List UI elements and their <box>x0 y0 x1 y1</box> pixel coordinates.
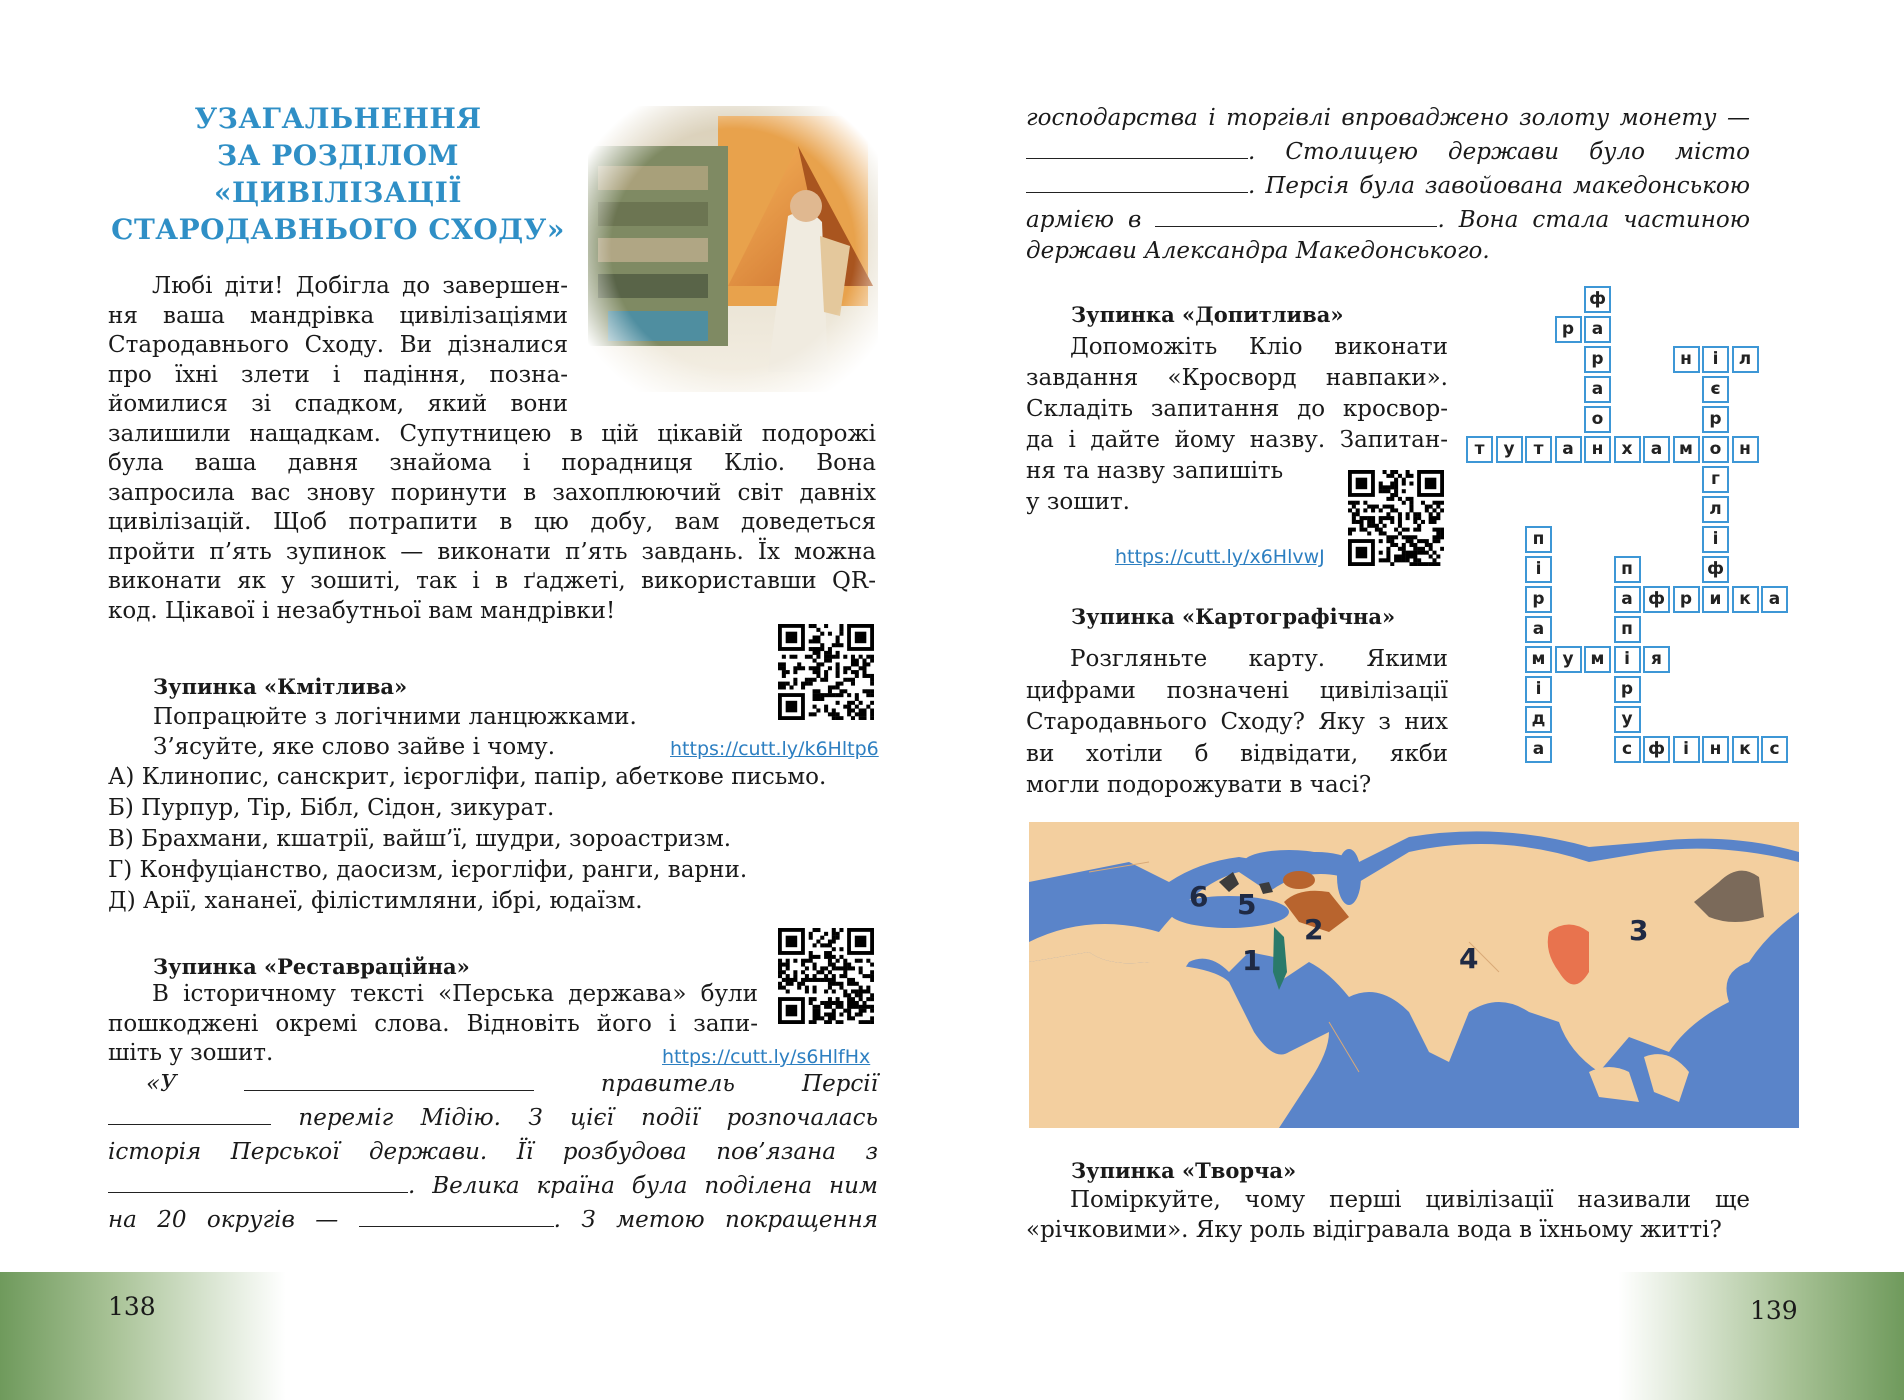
crossword-cell: а <box>1555 436 1582 463</box>
answer-blank[interactable] <box>108 1172 408 1193</box>
title-line: СТАРОДАВНЬОГО СХОДУ» <box>111 213 565 246</box>
continuation-line-5: держави Александра Македонського. <box>1026 238 1490 264</box>
kartohrafichna-line: Стародавнього Сходу? Яку з них <box>1026 709 1448 735</box>
crossword-cell: и <box>1702 586 1729 613</box>
crossword-cell: л <box>1702 496 1729 523</box>
stop-kartohrafichna-text <box>1026 644 1448 802</box>
intro-line <box>108 272 568 302</box>
continuation-word: . Столицею держави було місто <box>1248 139 1750 165</box>
crossword-cell: м <box>1673 436 1700 463</box>
restoration-text-line-3: історія Перської держави. Її розбудова пов’язана з <box>108 1139 878 1165</box>
qr-code-pattern <box>1348 470 1444 566</box>
crossword-cell: т <box>1525 436 1552 463</box>
crossword-cell: а <box>1643 436 1670 463</box>
intro-line: залишили нащадкам. Супутницею в цій цікавій подорожі <box>108 420 876 447</box>
crossword-cell: т <box>1466 436 1493 463</box>
page-number: 138 <box>108 1292 156 1321</box>
map-label-5: 5 <box>1237 888 1257 921</box>
crossword-cell: о <box>1702 436 1729 463</box>
stop-dopytlyva-heading: Зупинка «Допитлива» <box>1071 302 1344 327</box>
crossword-cell: м <box>1584 646 1611 673</box>
title-line: УЗАГАЛЬНЕННЯ <box>194 102 482 135</box>
crossword-cell: ф <box>1643 586 1670 613</box>
crossword-cell: р <box>1614 676 1641 703</box>
dopytlyva-line: да і дайте йому назву. Запитан- <box>1026 427 1448 453</box>
crossword-cell: с <box>1614 736 1641 763</box>
crossword-cell: р <box>1584 346 1611 373</box>
crossword-cell: є <box>1702 376 1729 403</box>
crossword-cell: а <box>1584 316 1611 343</box>
crossword-cell: і <box>1702 346 1729 373</box>
continuation-line-1: господарства і торгівлі впроваджено золоту монету — <box>1026 105 1750 131</box>
restoration-word: правитель Персії <box>600 1071 878 1097</box>
crossword-cell: у <box>1555 646 1582 673</box>
continuation-word: . Персія була завойована македонською <box>1248 173 1750 199</box>
qr-code-pattern <box>778 624 874 720</box>
crossword-cell: о <box>1584 406 1611 433</box>
crossword-cell: і <box>1525 676 1552 703</box>
crossword-cell: н <box>1732 436 1759 463</box>
crossword-cell: у <box>1496 436 1523 463</box>
instruction-line <box>108 980 758 1010</box>
instruction-line: пошкоджені окремі слова. Відновіть його і запи- <box>108 1010 758 1037</box>
restoration-text-line-2 <box>108 1102 878 1136</box>
crossword-cell: а <box>1614 586 1641 613</box>
continuation-word: . Вона стала частиною <box>1437 207 1750 233</box>
stop-tvorcha-heading: Зупинка «Творча» <box>1071 1158 1297 1183</box>
ancient-east-map <box>1029 822 1799 1128</box>
crossword-cell: і <box>1702 526 1729 553</box>
title-line: ЗА РОЗДІЛОМ <box>216 139 460 172</box>
dopytlyva-line: Складіть запитання до кросвор- <box>1026 396 1448 422</box>
crossword-cell: і <box>1673 736 1700 763</box>
restoration-word: . Велика країна була поділена ним <box>408 1173 878 1199</box>
crossword-cell: а <box>1525 736 1552 763</box>
page-footer-band <box>952 1272 1904 1400</box>
crossword-cell: к <box>1732 736 1759 763</box>
intro-line: була ваша давня знайома і порадниця Кліо. Вона <box>108 450 876 476</box>
crossword-cell: а <box>1525 616 1552 643</box>
intro-line: код. Цікавої і незабутньої вам мандрівки! <box>108 597 616 624</box>
tvorcha-line-text: Поміркуйте, чому перші цивілізації називали ще <box>1070 1187 1750 1213</box>
intro-line: запросила вас знову поринути в захоплюючий світ давніх <box>108 479 876 506</box>
stop-kartohrafichna-heading: Зупинка «Картографічна» <box>1071 604 1396 629</box>
answer-blank[interactable] <box>244 1070 534 1091</box>
crossword-cell: д <box>1525 706 1552 733</box>
crossword-cell: р <box>1525 586 1552 613</box>
crossword-cell: м <box>1525 646 1552 673</box>
stop-kmitlyva-heading: Зупинка «Кмітлива» <box>153 674 408 699</box>
continuation-line-3 <box>1026 170 1750 204</box>
list-item: Г) Конфуціанство, даосизм, ієрогліфи, ранги, варни. <box>108 857 748 883</box>
crossword-grid <box>1466 286 1781 768</box>
intro-line: цивілізацій. Щоб потрапити в цю добу, вам доведеться <box>108 509 876 535</box>
map-label-2: 2 <box>1304 913 1324 946</box>
answer-blank[interactable] <box>108 1104 271 1125</box>
dopytlyva-line: у зошит. <box>1026 489 1130 515</box>
page-number: 139 <box>1750 1296 1798 1325</box>
tvorcha-line <box>1026 1186 1750 1216</box>
instruction-line-text: В історичному тексті «Перська держава» були <box>152 981 758 1007</box>
crossword-cell: н <box>1584 436 1611 463</box>
crossword-cell: р <box>1702 406 1729 433</box>
section-title <box>108 100 568 248</box>
answer-blank[interactable] <box>1026 172 1248 193</box>
crossword-cell: н <box>1673 346 1700 373</box>
intro-text <box>108 272 876 626</box>
kartohrafichna-line-text: Розгляньте карту. Якими <box>1070 646 1448 672</box>
restoration-text-line-1 <box>146 1068 878 1102</box>
crossword-cell: с <box>1761 736 1788 763</box>
restoration-word: переміг Мідію. З цієї події розпочалась <box>298 1105 878 1131</box>
crossword-cell: к <box>1732 586 1759 613</box>
map-label-3: 3 <box>1629 914 1649 947</box>
crossword-cell: ф <box>1643 736 1670 763</box>
restoration-text-line-5 <box>108 1204 878 1238</box>
kartohrafichna-line: могли подорожувати в часі? <box>1026 772 1372 798</box>
crossword-cell: ф <box>1702 556 1729 583</box>
continuation-word: армією в <box>1026 207 1142 233</box>
stop-kmitlyva-task-1: Попрацюйте з логічними ланцюжками. <box>153 704 637 730</box>
list-item: В) Брахмани, кшатрії, вайш’ї, шудри, зороастризм. <box>108 826 732 852</box>
kartohrafichna-line <box>1026 644 1448 676</box>
crossword-cell: р <box>1555 316 1582 343</box>
tvorcha-line: «річковими». Яку роль відігравала вода в їхньому житті? <box>1026 1216 1722 1243</box>
list-item: Б) Пурпур, Тір, Бібл, Сідон, зикурат. <box>108 795 555 821</box>
dopytlyva-line: завдання «Кросворд навпаки». <box>1026 365 1448 391</box>
restoration-word: . З метою покращення <box>553 1207 879 1233</box>
map-label-4: 4 <box>1459 942 1479 975</box>
link-dopytlyva[interactable]: https://cutt.ly/x6HlvwJ <box>1115 546 1325 568</box>
qr-code-kmitlyva[interactable] <box>778 624 874 720</box>
crossword-cell: а <box>1584 376 1611 403</box>
answer-blank[interactable] <box>1155 206 1437 227</box>
map-label-1: 1 <box>1242 944 1262 977</box>
link-restavratsiina[interactable]: https://cutt.ly/s6HlfHx <box>662 1046 871 1068</box>
intro-line: йомилися зі спадком, який вони <box>108 391 568 417</box>
qr-code-dopytlyva[interactable] <box>1348 470 1444 566</box>
right-page <box>952 0 1904 1400</box>
instruction-line: шіть у зошит. <box>108 1040 274 1066</box>
intro-line: ня ваша мандрівка цивілізаціями <box>108 302 568 329</box>
dopytlyva-line <box>1026 332 1448 363</box>
answer-blank[interactable] <box>359 1206 554 1227</box>
stop-restavratsiina-instructions <box>108 980 758 1069</box>
restoration-word: «У <box>146 1071 177 1097</box>
restoration-text-line-4 <box>108 1170 878 1204</box>
crossword-cell: р <box>1673 586 1700 613</box>
qr-code-restavratsiina[interactable] <box>778 928 874 1024</box>
crossword-cell: я <box>1643 646 1670 673</box>
link-kmitlyva[interactable]: https://cutt.ly/k6Hltp6 <box>670 738 879 760</box>
kartohrafichna-line: цифрами позначені цивілізації <box>1026 677 1448 704</box>
intro-line: Стародавнього Сходу. Ви дізналися <box>108 332 568 358</box>
crossword-cell: у <box>1614 706 1641 733</box>
list-item: А) Клинопис, санскрит, ієрогліфи, папір, абеткове письмо. <box>108 764 827 790</box>
continuation-line-4 <box>1026 204 1750 238</box>
crossword-cell: і <box>1525 556 1552 583</box>
list-item: Д) Арії, хананеї, філістимляни, ібрі, юдаїзм. <box>108 888 643 914</box>
crossword-cell: і <box>1614 646 1641 673</box>
crossword-cell: п <box>1525 526 1552 553</box>
crossword-cell: н <box>1702 736 1729 763</box>
crossword-cell: ф <box>1584 286 1611 313</box>
dopytlyva-line: ня та назву запишіть <box>1026 458 1284 484</box>
crossword-cell: х <box>1614 436 1641 463</box>
crossword-cell: л <box>1732 346 1759 373</box>
intro-line-text: Любі діти! Добігла до завершен- <box>152 273 568 299</box>
restoration-word: на 20 округів — <box>108 1207 339 1233</box>
intro-line: виконати як у зошиті, так і в ґаджеті, використавши QR- <box>108 568 876 594</box>
title-line: «ЦИВІЛІЗАЦІЇ <box>214 176 462 209</box>
stop-tvorcha-text <box>1026 1186 1750 1245</box>
answer-blank[interactable] <box>1026 138 1248 159</box>
kartohrafichna-line: ви хотіли б відвідати, якби <box>1026 740 1448 767</box>
qr-code-pattern <box>778 928 874 1024</box>
crossword-cell: г <box>1702 466 1729 493</box>
crossword-cell: а <box>1761 586 1788 613</box>
stop-kmitlyva-task-2: З’ясуйте, яке слово зайве і чому. <box>153 734 556 760</box>
crossword-cell: п <box>1614 616 1641 643</box>
dopytlyva-line-text: Допоможіть Кліо виконати <box>1070 334 1448 360</box>
crossword-cell: п <box>1614 556 1641 583</box>
stop-restavratsiina-heading: Зупинка «Реставраційна» <box>153 954 470 979</box>
continuation-line-2 <box>1026 136 1750 170</box>
intro-line: про їхні злети і падіння, позна- <box>108 361 568 388</box>
intro-line: пройти п’ять зупинок — виконати п’ять завдань. Їх можна <box>108 538 876 565</box>
map-label-6: 6 <box>1189 880 1209 913</box>
